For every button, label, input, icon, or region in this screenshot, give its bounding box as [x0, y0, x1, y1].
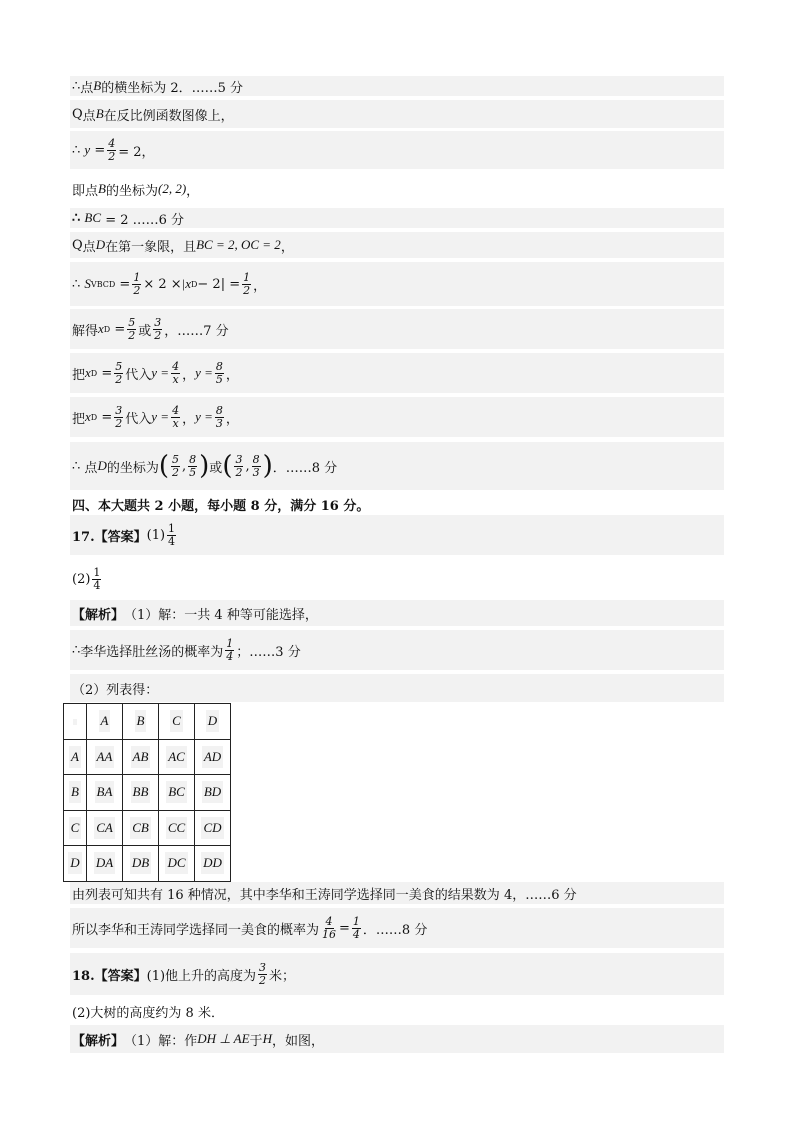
var: S [84, 276, 91, 291]
table-cell: B [123, 704, 159, 740]
text: ．……8 分 [272, 460, 338, 476]
equals: = [94, 142, 106, 158]
var: y = [151, 409, 170, 424]
table-cell: CC [159, 810, 195, 846]
line-11: ∴ 点 D 的坐标为 ( $\frac{5}{2}$ , $\frac{8}{5}$ ) 或 ( $\frac{3}{2}$ , $\frac{8}{3}$ ) ．……8 分 [70, 442, 724, 490]
table-cell: A [87, 704, 123, 740]
line-15 [70, 600, 724, 626]
equals: = [101, 409, 113, 425]
fraction: $\frac{4}{x}$ [172, 403, 180, 430]
text: 代入 [125, 367, 152, 383]
line-4 [70, 175, 724, 203]
var: D [97, 458, 107, 473]
table-cell: AD [195, 739, 231, 775]
text: 所以李华和王涛同学选择同一美食的概率为 [72, 922, 320, 938]
line-1 [70, 76, 724, 96]
table-row [64, 846, 231, 882]
part: (1) [146, 527, 166, 543]
text: 于 [249, 1033, 263, 1049]
line-8 [70, 309, 724, 349]
because-symbol: Q [72, 237, 83, 253]
subscript: VBCD [90, 279, 116, 289]
fraction: $\frac{3}{2}$ [259, 960, 267, 987]
table-row [64, 810, 231, 846]
fraction: $\frac{1}{4}$ [352, 914, 360, 941]
table-cell: D [64, 846, 87, 882]
var: H [262, 1031, 272, 1046]
table-cell: C [64, 810, 87, 846]
line-16 [70, 630, 724, 670]
table-cell: BA [87, 775, 123, 811]
text: 把 [72, 411, 86, 427]
text: 把 [72, 367, 86, 383]
equals: = [101, 365, 113, 381]
close-paren: ) [199, 451, 210, 481]
text: 米； [269, 968, 296, 984]
var: y [84, 142, 91, 157]
text: 李华选择肚丝汤的概率为 [80, 644, 224, 660]
text: （1）解：一共 4 种等可能选择， [124, 607, 318, 623]
table-cell: BD [195, 775, 231, 811]
close-paren: ) [262, 451, 273, 481]
line-6 [70, 232, 724, 258]
text: ， [182, 411, 196, 427]
text: 点 [84, 460, 98, 476]
table-cell: B [64, 775, 87, 811]
text: 点 [82, 239, 96, 255]
therefore-symbol: ∴ [72, 642, 81, 658]
fraction: $\frac{4}{16}$ [322, 914, 337, 941]
fraction: $\frac{3}{2}$ [235, 452, 243, 479]
text: 点 [82, 108, 96, 124]
fraction: $\frac{3}{2}$ [154, 315, 162, 342]
fraction: $\frac{1}{2}$ [133, 270, 141, 297]
var: B [98, 181, 106, 196]
therefore-symbol: ∴ [72, 276, 81, 292]
text: ， [182, 367, 196, 383]
line-22 [70, 1025, 724, 1053]
text: 代入 [125, 411, 152, 427]
var: D [95, 237, 106, 252]
text: ；……3 分 [236, 644, 301, 660]
var: y = [195, 409, 213, 424]
open-paren: ( [222, 451, 233, 481]
table-cell: BB [123, 775, 159, 811]
line-10 [70, 397, 724, 437]
line-2 [70, 100, 724, 128]
table-cell: BC [159, 775, 195, 811]
line-21: (2)大树的高度约为 8 米． [70, 1000, 724, 1022]
outcome-table [63, 703, 231, 882]
table-cell: DA [87, 846, 123, 882]
text: 在第一象限，且 [105, 239, 197, 255]
fraction: $\frac{5}{2}$ [128, 315, 136, 342]
var: BC [84, 210, 102, 225]
table-cell [64, 704, 87, 740]
text: × 2 × [143, 276, 182, 292]
line-17: （2）列表得： [70, 674, 724, 702]
table-row [64, 704, 231, 740]
line-14 [70, 561, 724, 597]
table-cell: DB [123, 846, 159, 882]
text: 的坐标为 [106, 460, 159, 476]
line-20 [70, 953, 724, 995]
text: 或 [138, 323, 152, 339]
line-19 [70, 908, 724, 948]
equals: = [114, 321, 126, 337]
fraction: $\frac{5}{2}$ [172, 452, 179, 479]
text: ．……8 分 [362, 922, 428, 938]
fraction: $\frac{5}{2}$ [115, 359, 123, 386]
text: 在反比例函数图像上， [103, 108, 234, 124]
text: 即点 [72, 183, 99, 199]
therefore-symbol: ∴ [72, 142, 81, 158]
line-18: 由列表可知共有 16 种情况，其中李华和王涛同学选择同一美食的结果数为 4，……6 分 [70, 882, 724, 904]
coordinate: (2, 2) [157, 181, 187, 196]
abs: |x [181, 276, 191, 291]
section-heading: 四、本大题共 2 小题，每小题 8 分，满分 16 分。 [70, 494, 724, 514]
text: ，……7 分 [164, 323, 229, 339]
fraction: $\frac{4}{x}$ [172, 359, 180, 386]
therefore-symbol: ∴ [72, 210, 81, 226]
fraction: $\frac{8}{5}$ [215, 359, 223, 386]
table-cell: AB [123, 739, 159, 775]
fraction: $\frac{8}{5}$ [189, 452, 197, 479]
condition: DH ⊥ AE [197, 1031, 250, 1046]
table-cell: A [64, 739, 87, 775]
var: x [98, 321, 104, 336]
condition: BC = 2, OC = 2 [196, 237, 281, 252]
line-3 [70, 131, 724, 169]
fraction: $\frac{1}{4}$ [226, 636, 234, 663]
table-cell: AC [159, 739, 195, 775]
table-cell: CB [123, 810, 159, 846]
subscript: D [90, 412, 98, 422]
text: ， [225, 411, 239, 427]
line-13 [70, 515, 724, 555]
answer-label: 17.【答案】 [72, 529, 147, 545]
table-cell: D [195, 704, 231, 740]
text: 或 [209, 460, 223, 476]
table-row [64, 739, 231, 775]
subscript: D [190, 279, 198, 289]
subscript: D [90, 368, 98, 378]
part: (2) [72, 571, 91, 587]
equals: = [339, 920, 350, 936]
line-5 [70, 208, 724, 228]
analysis-label: 【解析】 [72, 1033, 125, 1049]
text: = 2， [118, 144, 155, 160]
fraction: $\frac{4}{2}$ [108, 136, 116, 163]
equals: = [119, 276, 131, 292]
var: y = [195, 365, 213, 380]
table-cell: CA [87, 810, 123, 846]
table-cell: DD [195, 846, 231, 882]
text: ，如图， [271, 1033, 324, 1049]
var: B [95, 106, 104, 121]
text: 的横坐标为 2．……5 分 [101, 80, 244, 96]
therefore-symbol: ∴ [72, 78, 81, 94]
text: ， [280, 239, 294, 255]
text: 的坐标为 [105, 183, 158, 199]
text: （1）解：作 [124, 1033, 198, 1049]
table-cell: AA [87, 739, 123, 775]
fraction: $\frac{8}{3}$ [215, 403, 223, 430]
table-cell: CD [195, 810, 231, 846]
text: 点 [80, 80, 94, 96]
analysis-label: 【解析】 [72, 607, 125, 623]
fraction: $\frac{8}{3}$ [252, 452, 260, 479]
table-cell: C [159, 704, 195, 740]
text: ， [253, 278, 267, 294]
therefore-symbol: ∴ [72, 458, 81, 474]
line-9 [70, 353, 724, 393]
text: ， [186, 183, 200, 199]
fraction: $\frac{1}{4}$ [93, 565, 101, 592]
fraction: $\frac{1}{2}$ [243, 270, 251, 297]
subscript: D [103, 324, 111, 334]
var: y = [151, 365, 170, 380]
table-row [64, 775, 231, 811]
text: ， [225, 367, 239, 383]
var: x [85, 365, 91, 380]
text: = 2 ……6 分 [105, 212, 185, 228]
text: (1)他上升的高度为 [146, 968, 257, 984]
open-paren: ( [158, 451, 169, 481]
line-7 [70, 262, 724, 306]
equals: = [229, 276, 241, 292]
var: x [85, 409, 91, 424]
fraction: $\frac{3}{2}$ [115, 403, 123, 430]
abs-end: − 2| [197, 276, 226, 292]
text: 解得 [72, 323, 99, 339]
because-symbol: Q [72, 106, 83, 122]
answer-label: 18.【答案】 [72, 968, 147, 984]
fraction: $\frac{1}{4}$ [168, 521, 176, 548]
var: B [93, 78, 102, 93]
table-cell: DC [159, 846, 195, 882]
